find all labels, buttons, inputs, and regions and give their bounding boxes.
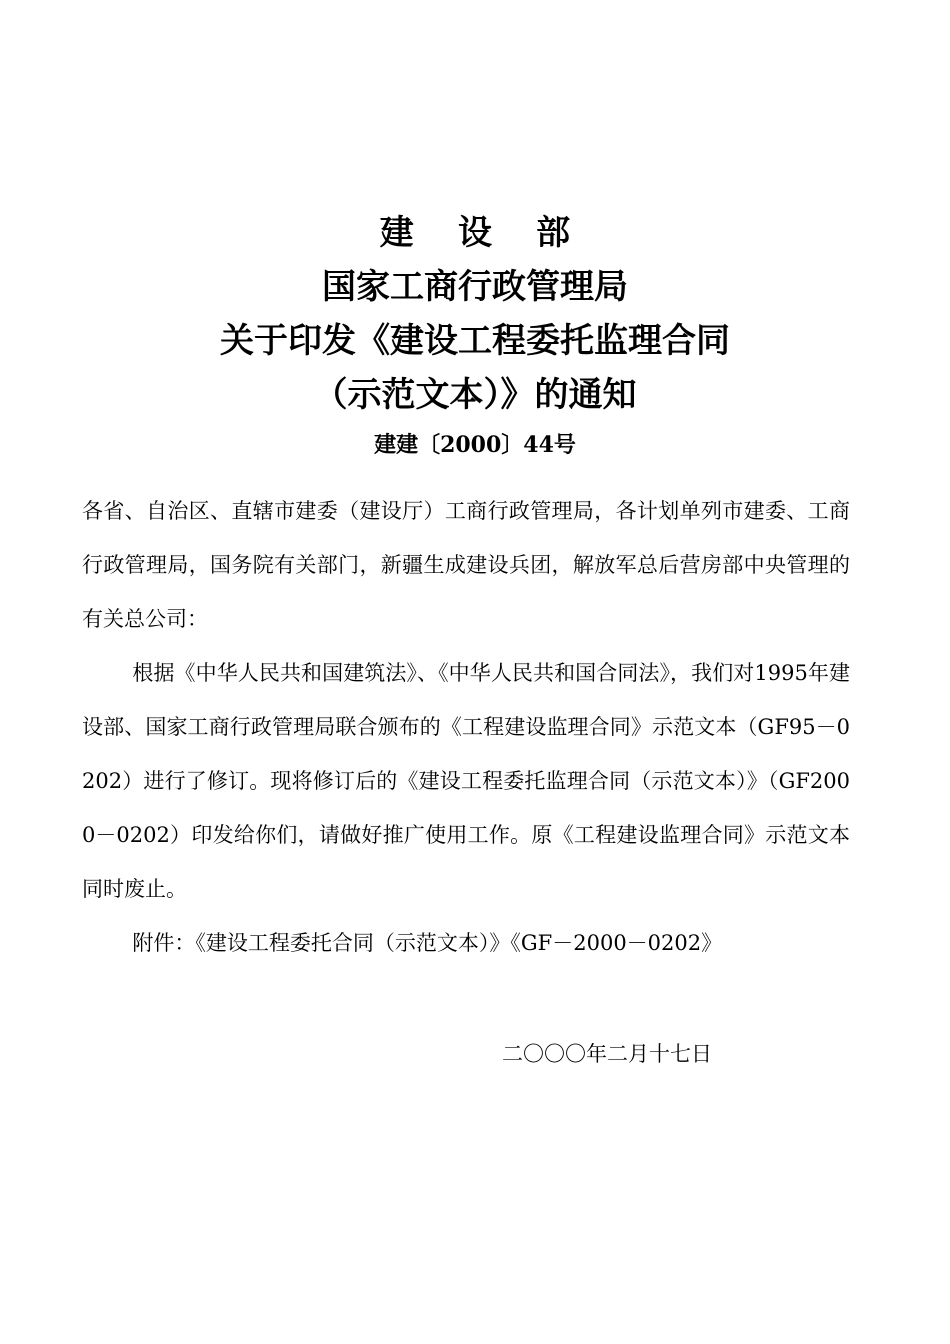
issuer-ministry-of-construction: 建设部 xyxy=(379,213,615,253)
issuer-saic: 国家工商行政管理局 xyxy=(322,267,628,307)
notice-title-line-1: 关于印发《建设工程委托监理合同 xyxy=(220,321,730,361)
document-number: 建建〔2000〕44号 xyxy=(374,432,576,458)
issue-date: 二〇〇〇年二月十七日 xyxy=(502,1042,712,1066)
document-body xyxy=(82,484,850,970)
addressee-paragraph: 各省、自治区、直辖市建委（建设厅）工商行政管理局，各计划单列市建委、工商行政管理局，国务院有关部门，新疆生成建设兵团，解放军总后营房部中央管理的有关总公司： xyxy=(82,499,850,631)
attachment-paragraph: 附件：《建设工程委托合同（示范文本）》《GF－2000－0202》 xyxy=(132,931,723,955)
title-block xyxy=(0,208,950,420)
main-paragraph: 根据《中华人民共和国建筑法》、《中华人民共和国合同法》，我们对1995年建设部、国家工商行政管理局联合颁布的《工程建设监理合同》示范文本（GF95－0202）进行了修订。现将修订后的《建设工程委托监理合同（示范文本）》（GF2000－0202）印发给你们，请做好推广使用工作。原《工程建设监理合同》示范文本同时废止。 xyxy=(82,661,850,901)
notice-title-line-2: （示范文本）》的通知 xyxy=(313,375,637,415)
